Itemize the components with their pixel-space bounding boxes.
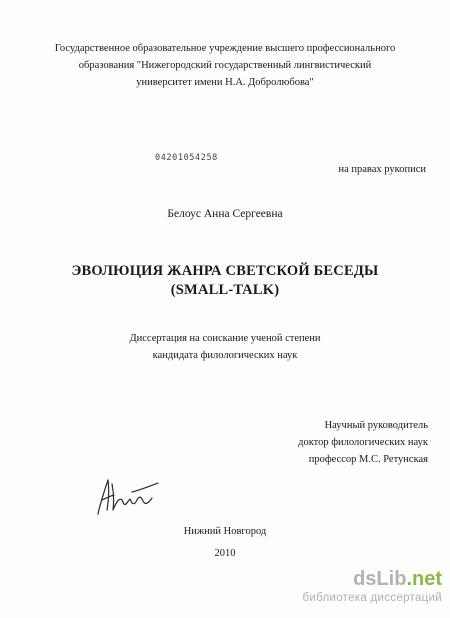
author-name: Белоус Анна Сергеевна [167,208,283,220]
logo-part-1: dsLib [353,568,407,590]
city: Нижний Новгород [183,526,267,537]
advisor-line-3: профессор М.С. Ретунская [308,454,428,465]
advisor-line-1: Научный руководитель [324,420,428,431]
institution-block [0,40,450,91]
logo-part-2: .net [406,568,442,590]
handwritten-signature [92,474,162,519]
institution-line-3: университет имени Н.А. Добролюбова" [136,77,314,88]
barcode-number: 04201054258 [155,153,218,163]
title-line-2: (SMALL-TALK) [170,282,280,298]
watermark-subtitle: библиотека диссертаций [302,592,442,604]
dslib-watermark[interactable] [302,568,442,606]
degree-purpose [0,330,450,364]
title-line-1: ЭВОЛЮЦИЯ ЖАНРА СВЕТСКОЙ БЕСЕДЫ [71,263,379,279]
dslib-logo [302,568,442,590]
purpose-line-1: Диссертация на соискание ученой степени [129,333,321,344]
advisor-block [298,417,428,468]
institution-line-2: образования "Нижегородский государственный лингвистический [78,60,372,71]
institution-line-1: Государственное образовательное учреждение высшего профессионального [54,43,396,54]
rights-note: на правах рукописи [338,164,426,175]
year: 2010 [214,548,236,559]
purpose-line-2: кандидата филологических наук [152,350,298,361]
dissertation-title [0,262,450,300]
advisor-line-2: доктор филологических наук [298,437,428,448]
